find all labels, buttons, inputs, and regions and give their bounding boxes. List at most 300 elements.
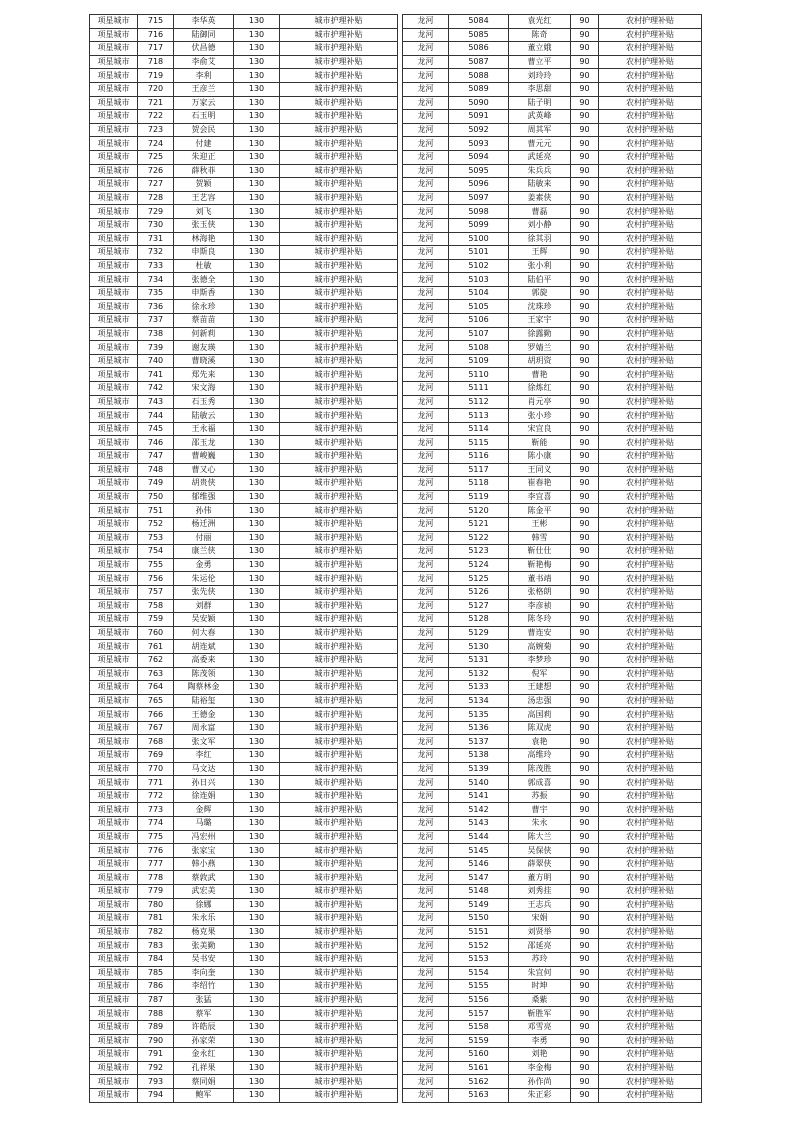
subsidy-type-cell: 农村护理补贴 xyxy=(599,1034,702,1048)
amount-cell: 130 xyxy=(234,110,280,124)
amount-cell: 90 xyxy=(571,1020,599,1034)
name-cell: 邓雪亮 xyxy=(509,1020,571,1034)
subsidy-type-cell: 农村护理补贴 xyxy=(599,626,702,640)
name-cell: 周其军 xyxy=(509,123,571,137)
table-row xyxy=(403,15,702,29)
serial-number-cell: 5126 xyxy=(449,585,509,599)
subsidy-type-cell: 城市护理补贴 xyxy=(280,613,398,627)
serial-number-cell: 737 xyxy=(138,314,174,328)
amount-cell: 90 xyxy=(571,15,599,29)
amount-cell: 90 xyxy=(571,735,599,749)
name-cell: 陈金平 xyxy=(509,504,571,518)
subsidy-type-cell: 城市护理补贴 xyxy=(280,28,398,42)
region-cell: 龙河 xyxy=(403,205,449,219)
subsidy-type-cell: 农村护理补贴 xyxy=(599,354,702,368)
name-cell: 薛秋菲 xyxy=(174,164,234,178)
serial-number-cell: 731 xyxy=(138,232,174,246)
serial-number-cell: 5158 xyxy=(449,1020,509,1034)
amount-cell: 130 xyxy=(234,164,280,178)
region-cell: 项星城市 xyxy=(90,980,138,994)
subsidy-type-cell: 城市护理补贴 xyxy=(280,1088,398,1102)
name-cell: 邵延亮 xyxy=(509,939,571,953)
amount-cell: 130 xyxy=(234,952,280,966)
serial-number-cell: 753 xyxy=(138,531,174,545)
serial-number-cell: 741 xyxy=(138,368,174,382)
name-cell: 张家宝 xyxy=(174,844,234,858)
region-cell: 项星城市 xyxy=(90,545,138,559)
name-cell: 袁艳 xyxy=(509,735,571,749)
amount-cell: 90 xyxy=(571,545,599,559)
table-row xyxy=(90,314,398,328)
table-row xyxy=(90,110,398,124)
serial-number-cell: 736 xyxy=(138,300,174,314)
amount-cell: 90 xyxy=(571,993,599,1007)
amount-cell: 90 xyxy=(571,164,599,178)
name-cell: 李思甜 xyxy=(509,82,571,96)
name-cell: 付建 xyxy=(174,137,234,151)
name-cell: 张文军 xyxy=(174,735,234,749)
serial-number-cell: 735 xyxy=(138,286,174,300)
subsidy-type-cell: 农村护理补贴 xyxy=(599,545,702,559)
amount-cell: 130 xyxy=(234,599,280,613)
amount-cell: 130 xyxy=(234,273,280,287)
region-cell: 龙河 xyxy=(403,640,449,654)
subsidy-type-cell: 农村护理补贴 xyxy=(599,789,702,803)
subsidy-type-cell: 城市护理补贴 xyxy=(280,463,398,477)
serial-number-cell: 751 xyxy=(138,504,174,518)
region-cell: 项星城市 xyxy=(90,667,138,681)
region-cell: 龙河 xyxy=(403,191,449,205)
table-row xyxy=(90,871,398,885)
region-cell: 项星城市 xyxy=(90,1075,138,1089)
table-row xyxy=(403,368,702,382)
table-row xyxy=(90,966,398,980)
subsidy-type-cell: 城市护理补贴 xyxy=(280,137,398,151)
amount-cell: 90 xyxy=(571,1048,599,1062)
subsidy-type-cell: 城市护理补贴 xyxy=(280,191,398,205)
name-cell: 邵玉龙 xyxy=(174,436,234,450)
name-cell: 陶蔡林金 xyxy=(174,681,234,695)
region-cell: 龙河 xyxy=(403,96,449,110)
name-cell: 蔡同娟 xyxy=(174,1075,234,1089)
table-row xyxy=(403,708,702,722)
subsidy-type-cell: 农村护理补贴 xyxy=(599,137,702,151)
subsidy-type-cell: 农村护理补贴 xyxy=(599,817,702,831)
subsidy-type-cell: 城市护理补贴 xyxy=(280,898,398,912)
name-cell: 姜素侠 xyxy=(509,191,571,205)
serial-number-cell: 5145 xyxy=(449,844,509,858)
table-row xyxy=(90,993,398,1007)
name-cell: 张小利 xyxy=(509,259,571,273)
region-cell: 龙河 xyxy=(403,69,449,83)
amount-cell: 130 xyxy=(234,640,280,654)
region-cell: 项星城市 xyxy=(90,314,138,328)
serial-number-cell: 5096 xyxy=(449,178,509,192)
table-row xyxy=(90,137,398,151)
subsidy-type-cell: 城市护理补贴 xyxy=(280,789,398,803)
serial-number-cell: 787 xyxy=(138,993,174,1007)
serial-number-cell: 5141 xyxy=(449,789,509,803)
name-cell: 刘飞 xyxy=(174,205,234,219)
name-cell: 陆敏云 xyxy=(174,409,234,423)
subsidy-type-cell: 农村护理补贴 xyxy=(599,558,702,572)
subsidy-type-cell: 农村护理补贴 xyxy=(599,640,702,654)
region-cell: 项星城市 xyxy=(90,395,138,409)
serial-number-cell: 772 xyxy=(138,789,174,803)
subsidy-type-cell: 城市护理补贴 xyxy=(280,178,398,192)
region-cell: 龙河 xyxy=(403,803,449,817)
amount-cell: 90 xyxy=(571,191,599,205)
serial-number-cell: 5090 xyxy=(449,96,509,110)
name-cell: 张先侠 xyxy=(174,585,234,599)
subsidy-type-cell: 城市护理补贴 xyxy=(280,572,398,586)
amount-cell: 90 xyxy=(571,531,599,545)
table-row xyxy=(403,653,702,667)
name-cell: 苏玲 xyxy=(509,952,571,966)
name-cell: 申斯香 xyxy=(174,286,234,300)
region-cell: 项星城市 xyxy=(90,1034,138,1048)
amount-cell: 130 xyxy=(234,613,280,627)
amount-cell: 90 xyxy=(571,776,599,790)
amount-cell: 130 xyxy=(234,314,280,328)
subsidy-type-cell: 城市护理补贴 xyxy=(280,1048,398,1062)
name-cell: 申斯良 xyxy=(174,246,234,260)
name-cell: 朱运伦 xyxy=(174,572,234,586)
subsidy-type-cell: 农村护理补贴 xyxy=(599,1020,702,1034)
amount-cell: 130 xyxy=(234,382,280,396)
table-row xyxy=(403,300,702,314)
region-cell: 龙河 xyxy=(403,585,449,599)
serial-number-cell: 744 xyxy=(138,409,174,423)
amount-cell: 130 xyxy=(234,218,280,232)
subsidy-type-cell: 农村护理补贴 xyxy=(599,952,702,966)
subsidy-type-cell: 城市护理补贴 xyxy=(280,721,398,735)
table-row xyxy=(403,694,702,708)
serial-number-cell: 5151 xyxy=(449,925,509,939)
table-row xyxy=(403,341,702,355)
subsidy-type-cell: 农村护理补贴 xyxy=(599,925,702,939)
serial-number-cell: 5103 xyxy=(449,273,509,287)
subsidy-type-cell: 城市护理补贴 xyxy=(280,354,398,368)
region-cell: 项星城市 xyxy=(90,572,138,586)
right-subsidy-table xyxy=(402,14,702,1103)
region-cell: 龙河 xyxy=(403,409,449,423)
amount-cell: 90 xyxy=(571,871,599,885)
table-row xyxy=(403,626,702,640)
serial-number-cell: 5086 xyxy=(449,42,509,56)
serial-number-cell: 5143 xyxy=(449,817,509,831)
serial-number-cell: 770 xyxy=(138,762,174,776)
serial-number-cell: 5152 xyxy=(449,939,509,953)
amount-cell: 130 xyxy=(234,55,280,69)
region-cell: 项星城市 xyxy=(90,490,138,504)
name-cell: 曹峻巍 xyxy=(174,450,234,464)
table-row xyxy=(90,721,398,735)
name-cell: 陆敏来 xyxy=(509,178,571,192)
name-cell: 李勇 xyxy=(509,1034,571,1048)
serial-number-cell: 755 xyxy=(138,558,174,572)
name-cell: 王永福 xyxy=(174,422,234,436)
serial-number-cell: 732 xyxy=(138,246,174,260)
table-row xyxy=(90,477,398,491)
region-cell: 龙河 xyxy=(403,477,449,491)
table-row xyxy=(403,531,702,545)
region-cell: 龙河 xyxy=(403,341,449,355)
table-row xyxy=(403,776,702,790)
region-cell: 项星城市 xyxy=(90,450,138,464)
table-row xyxy=(90,436,398,450)
region-cell: 项星城市 xyxy=(90,1020,138,1034)
name-cell: 宋娟 xyxy=(509,912,571,926)
name-cell: 桑紫 xyxy=(509,993,571,1007)
serial-number-cell: 5142 xyxy=(449,803,509,817)
amount-cell: 90 xyxy=(571,613,599,627)
region-cell: 项星城市 xyxy=(90,341,138,355)
subsidy-type-cell: 城市护理补贴 xyxy=(280,327,398,341)
serial-number-cell: 5137 xyxy=(449,735,509,749)
name-cell: 刘小静 xyxy=(509,218,571,232)
name-cell: 周永富 xyxy=(174,721,234,735)
amount-cell: 130 xyxy=(234,830,280,844)
table-row xyxy=(403,1048,702,1062)
subsidy-type-cell: 城市护理补贴 xyxy=(280,871,398,885)
amount-cell: 130 xyxy=(234,82,280,96)
serial-number-cell: 788 xyxy=(138,1007,174,1021)
amount-cell: 130 xyxy=(234,694,280,708)
amount-cell: 130 xyxy=(234,681,280,695)
name-cell: 武宏美 xyxy=(174,885,234,899)
name-cell: 曹连安 xyxy=(509,626,571,640)
name-cell: 李红 xyxy=(174,749,234,763)
region-cell: 项星城市 xyxy=(90,150,138,164)
table-row xyxy=(403,82,702,96)
amount-cell: 130 xyxy=(234,1061,280,1075)
region-cell: 项星城市 xyxy=(90,55,138,69)
serial-number-cell: 5139 xyxy=(449,762,509,776)
region-cell: 龙河 xyxy=(403,1020,449,1034)
amount-cell: 90 xyxy=(571,327,599,341)
subsidy-type-cell: 城市护理补贴 xyxy=(280,545,398,559)
subsidy-type-cell: 农村护理补贴 xyxy=(599,28,702,42)
amount-cell: 130 xyxy=(234,96,280,110)
table-row xyxy=(90,952,398,966)
serial-number-cell: 750 xyxy=(138,490,174,504)
table-row xyxy=(90,585,398,599)
serial-number-cell: 5150 xyxy=(449,912,509,926)
amount-cell: 90 xyxy=(571,259,599,273)
amount-cell: 90 xyxy=(571,450,599,464)
amount-cell: 90 xyxy=(571,572,599,586)
table-row xyxy=(90,789,398,803)
serial-number-cell: 5133 xyxy=(449,681,509,695)
table-row xyxy=(403,613,702,627)
table-row xyxy=(403,218,702,232)
region-cell: 龙河 xyxy=(403,1061,449,1075)
serial-number-cell: 769 xyxy=(138,749,174,763)
table-row xyxy=(403,191,702,205)
amount-cell: 90 xyxy=(571,300,599,314)
region-cell: 项星城市 xyxy=(90,653,138,667)
name-cell: 靳胜军 xyxy=(509,1007,571,1021)
name-cell: 曹艳 xyxy=(509,368,571,382)
serial-number-cell: 5146 xyxy=(449,857,509,871)
table-row xyxy=(90,817,398,831)
name-cell: 徐其羽 xyxy=(509,232,571,246)
table-row xyxy=(403,327,702,341)
subsidy-type-cell: 农村护理补贴 xyxy=(599,300,702,314)
serial-number-cell: 778 xyxy=(138,871,174,885)
name-cell: 徐娜 xyxy=(174,898,234,912)
subsidy-type-cell: 城市护理补贴 xyxy=(280,626,398,640)
region-cell: 龙河 xyxy=(403,178,449,192)
name-cell: 冯宏州 xyxy=(174,830,234,844)
amount-cell: 90 xyxy=(571,952,599,966)
region-cell: 龙河 xyxy=(403,232,449,246)
subsidy-type-cell: 城市护理补贴 xyxy=(280,409,398,423)
name-cell: 许皓辰 xyxy=(174,1020,234,1034)
serial-number-cell: 5131 xyxy=(449,653,509,667)
amount-cell: 130 xyxy=(234,327,280,341)
serial-number-cell: 792 xyxy=(138,1061,174,1075)
region-cell: 项星城市 xyxy=(90,368,138,382)
region-cell: 项星城市 xyxy=(90,939,138,953)
name-cell: 鲍军 xyxy=(174,1088,234,1102)
region-cell: 龙河 xyxy=(403,82,449,96)
region-cell: 项星城市 xyxy=(90,735,138,749)
serial-number-cell: 793 xyxy=(138,1075,174,1089)
table-row xyxy=(403,885,702,899)
amount-cell: 90 xyxy=(571,137,599,151)
amount-cell: 90 xyxy=(571,980,599,994)
region-cell: 项星城市 xyxy=(90,898,138,912)
region-cell: 项星城市 xyxy=(90,531,138,545)
region-cell: 龙河 xyxy=(403,517,449,531)
serial-number-cell: 726 xyxy=(138,164,174,178)
subsidy-type-cell: 城市护理补贴 xyxy=(280,694,398,708)
amount-cell: 90 xyxy=(571,55,599,69)
subsidy-type-cell: 城市护理补贴 xyxy=(280,368,398,382)
subsidy-type-cell: 农村护理补贴 xyxy=(599,205,702,219)
subsidy-type-cell: 城市护理补贴 xyxy=(280,925,398,939)
subsidy-type-cell: 城市护理补贴 xyxy=(280,558,398,572)
subsidy-type-cell: 城市护理补贴 xyxy=(280,966,398,980)
amount-cell: 130 xyxy=(234,504,280,518)
region-cell: 龙河 xyxy=(403,137,449,151)
table-row xyxy=(90,735,398,749)
region-cell: 龙河 xyxy=(403,1075,449,1089)
table-row xyxy=(403,286,702,300)
name-cell: 张小珍 xyxy=(509,409,571,423)
region-cell: 项星城市 xyxy=(90,925,138,939)
serial-number-cell: 5121 xyxy=(449,517,509,531)
region-cell: 项星城市 xyxy=(90,273,138,287)
amount-cell: 90 xyxy=(571,626,599,640)
subsidy-type-cell: 农村护理补贴 xyxy=(599,232,702,246)
serial-number-cell: 5127 xyxy=(449,599,509,613)
name-cell: 徐连娟 xyxy=(174,789,234,803)
subsidy-type-cell: 农村护理补贴 xyxy=(599,246,702,260)
subsidy-type-cell: 城市护理补贴 xyxy=(280,857,398,871)
table-row xyxy=(403,1061,702,1075)
amount-cell: 130 xyxy=(234,572,280,586)
name-cell: 刘秀挂 xyxy=(509,885,571,899)
region-cell: 项星城市 xyxy=(90,300,138,314)
subsidy-type-cell: 农村护理补贴 xyxy=(599,1088,702,1102)
table-row xyxy=(403,599,702,613)
region-cell: 项星城市 xyxy=(90,1007,138,1021)
serial-number-cell: 771 xyxy=(138,776,174,790)
serial-number-cell: 5144 xyxy=(449,830,509,844)
subsidy-type-cell: 城市护理补贴 xyxy=(280,490,398,504)
amount-cell: 130 xyxy=(234,857,280,871)
amount-cell: 130 xyxy=(234,626,280,640)
table-row xyxy=(403,803,702,817)
region-cell: 龙河 xyxy=(403,885,449,899)
serial-number-cell: 791 xyxy=(138,1048,174,1062)
subsidy-type-cell: 农村护理补贴 xyxy=(599,572,702,586)
amount-cell: 130 xyxy=(234,817,280,831)
amount-cell: 90 xyxy=(571,314,599,328)
name-cell: 李向奎 xyxy=(174,966,234,980)
subsidy-type-cell: 城市护理补贴 xyxy=(280,1020,398,1034)
table-row xyxy=(403,1088,702,1102)
region-cell: 项星城市 xyxy=(90,354,138,368)
region-cell: 龙河 xyxy=(403,1034,449,1048)
amount-cell: 90 xyxy=(571,28,599,42)
name-cell: 李华英 xyxy=(174,15,234,29)
name-cell: 伏昌德 xyxy=(174,42,234,56)
name-cell: 高国莉 xyxy=(509,708,571,722)
table-row xyxy=(90,545,398,559)
serial-number-cell: 783 xyxy=(138,939,174,953)
table-row xyxy=(90,259,398,273)
name-cell: 蔡苗苗 xyxy=(174,314,234,328)
serial-number-cell: 5098 xyxy=(449,205,509,219)
subsidy-type-cell: 城市护理补贴 xyxy=(280,232,398,246)
amount-cell: 130 xyxy=(234,844,280,858)
region-cell: 龙河 xyxy=(403,857,449,871)
region-cell: 龙河 xyxy=(403,613,449,627)
table-row xyxy=(403,966,702,980)
region-cell: 项星城市 xyxy=(90,436,138,450)
name-cell: 李彦祯 xyxy=(509,599,571,613)
table-row xyxy=(90,164,398,178)
name-cell: 陆伯平 xyxy=(509,273,571,287)
serial-number-cell: 754 xyxy=(138,545,174,559)
table-row xyxy=(403,164,702,178)
table-row xyxy=(403,789,702,803)
subsidy-type-cell: 农村护理补贴 xyxy=(599,82,702,96)
subsidy-type-cell: 城市护理补贴 xyxy=(280,259,398,273)
table-row xyxy=(403,69,702,83)
subsidy-type-cell: 城市护理补贴 xyxy=(280,110,398,124)
name-cell: 付丽 xyxy=(174,531,234,545)
name-cell: 胡连斌 xyxy=(174,640,234,654)
serial-number-cell: 5135 xyxy=(449,708,509,722)
serial-number-cell: 5084 xyxy=(449,15,509,29)
region-cell: 项星城市 xyxy=(90,966,138,980)
subsidy-type-cell: 城市护理补贴 xyxy=(280,735,398,749)
name-cell: 胡贵侠 xyxy=(174,477,234,491)
region-cell: 项星城市 xyxy=(90,844,138,858)
table-row xyxy=(403,409,702,423)
name-cell: 王同义 xyxy=(509,463,571,477)
subsidy-type-cell: 城市护理补贴 xyxy=(280,205,398,219)
table-row xyxy=(403,558,702,572)
name-cell: 李利 xyxy=(174,69,234,83)
amount-cell: 90 xyxy=(571,517,599,531)
table-row xyxy=(403,721,702,735)
